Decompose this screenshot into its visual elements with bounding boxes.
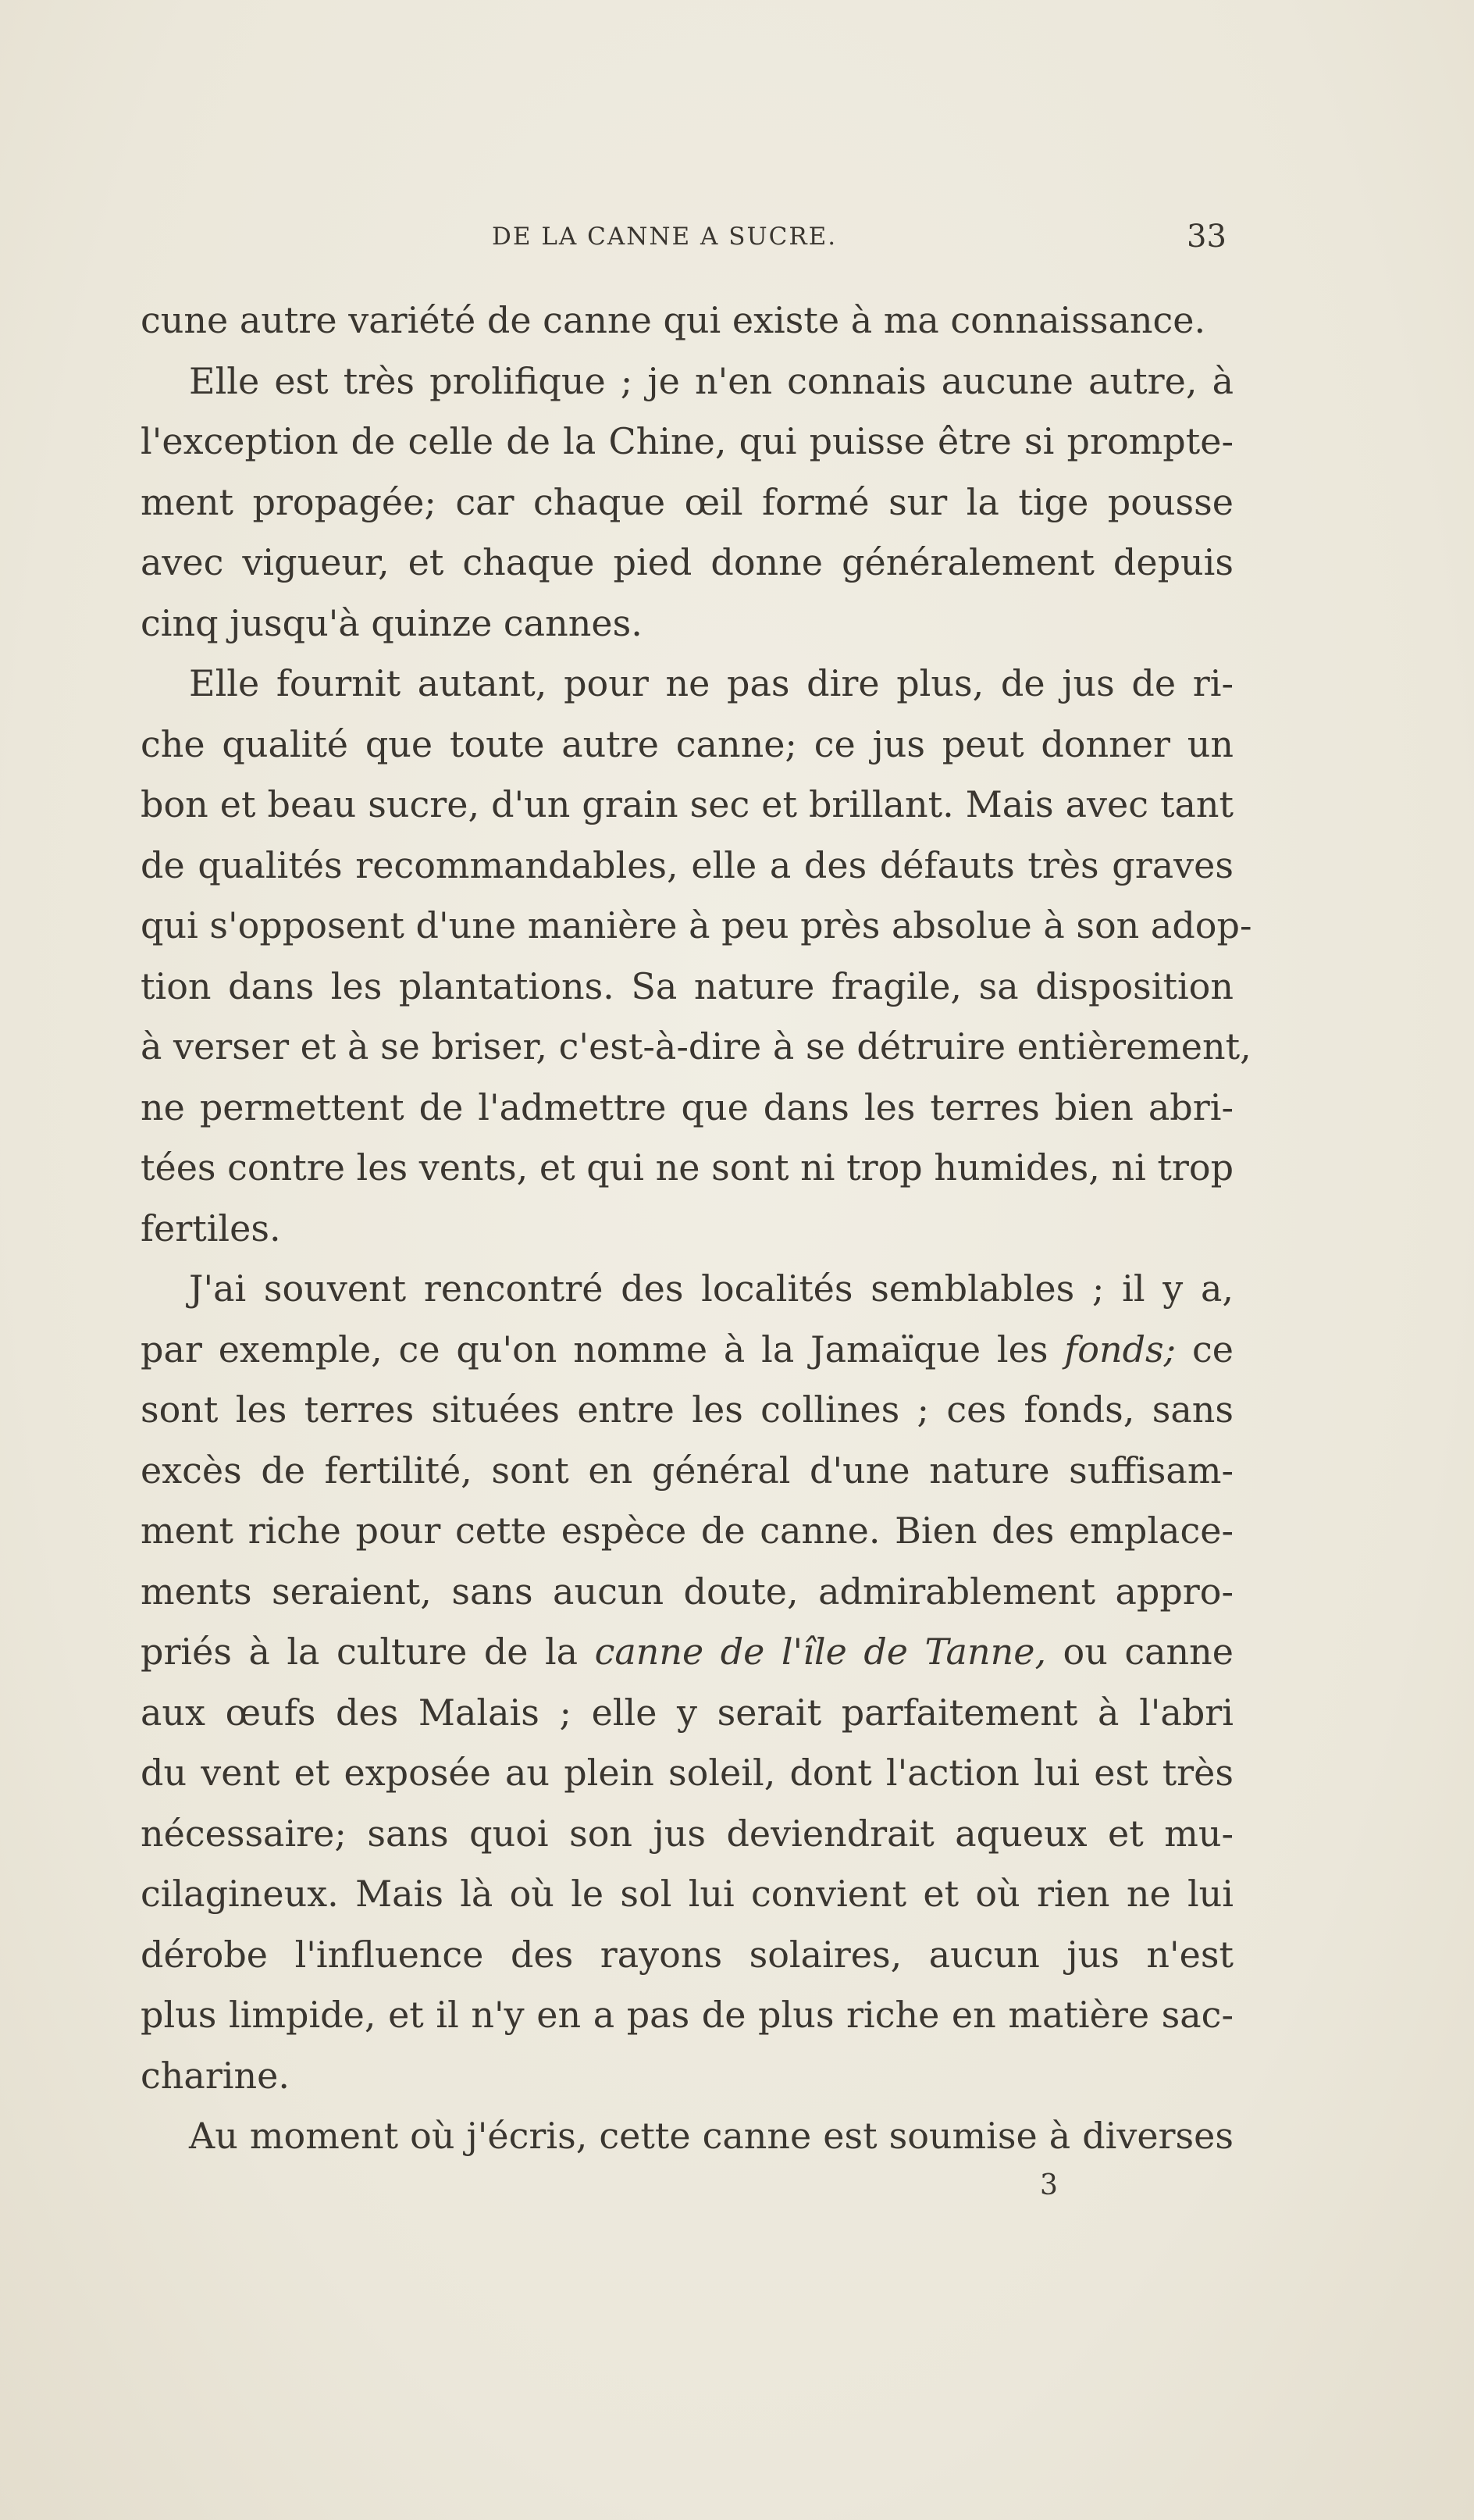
text-line: ments seraient, sans aucun doute, admirablement appro- [141, 1570, 1234, 1613]
paragraph [141, 290, 1234, 351]
text-line: aux œufs des Malais ; elle y serait parfaitement à l'abri [141, 1691, 1234, 1734]
text-line: de qualités recommandables, elle a des défauts très graves [141, 843, 1234, 886]
paragraph [141, 1259, 1234, 2106]
text-segment: par exemple, ce qu'on nomme à la Jamaïque les [141, 1328, 1065, 1370]
text-line: qui s'opposent d'une manière à peu près absolue à son adop- [141, 904, 1252, 946]
text-segment: priés à la culture de la [141, 1631, 595, 1673]
text-line: excès de fertilité, sont en général d'une nature suffisam- [141, 1449, 1234, 1492]
page-number: 33 [1187, 219, 1227, 255]
text-line: bon et beau sucre, d'un grain sec et brillant. Mais avec tant [141, 783, 1234, 825]
text-line: nécessaire; sans quoi son jus deviendrait aqueux et mu- [141, 1812, 1234, 1855]
text-line [141, 1320, 1234, 1381]
text-segment: ce [1176, 1328, 1234, 1370]
running-title: DE LA CANNE A SUCRE. [492, 223, 838, 251]
text-line [141, 1622, 1234, 1683]
text-line: du vent et exposée au plein soleil, dont l'action lui est très [141, 1752, 1234, 1794]
text-line: dérobe l'influence des rayons solaires, aucun jus n'est [141, 1933, 1234, 1976]
text-line: J'ai souvent rencontré des localités semblables ; il y a, [189, 1267, 1234, 1310]
italic-term: canne de l'île de Tanne, [594, 1631, 1047, 1673]
text-line: à verser et à se briser, c'est-à-dire à se détruire entièrement, [141, 1025, 1251, 1068]
text-line: cinq jusqu'à quinze cannes. [141, 601, 643, 644]
text-line: cilagineux. Mais là où le sol lui convient et où rien ne lui [141, 1873, 1234, 1915]
text-line: ment riche pour cette espèce de canne. Bien des emplace- [141, 1510, 1234, 1552]
text-line: plus limpide, et il n'y en a pas de plus riche en matière sac- [141, 1994, 1234, 2036]
body-text [141, 290, 1252, 2167]
text-line: ment propagée; car chaque œil formé sur la tige pousse [141, 480, 1234, 523]
text-line: l'exception de celle de la Chine, qui puisse être si prompte- [141, 420, 1234, 462]
text-line: Elle est très prolifique ; je n'en connais aucune autre, à [189, 359, 1234, 402]
text-line: charine. [141, 2054, 290, 2097]
text-line: sont les terres situées entre les collines ; ces fonds, sans [141, 1388, 1234, 1431]
text-line: tées contre les vents, et qui ne sont ni trop humides, ni trop [141, 1146, 1234, 1189]
text-line: Elle fournit autant, pour ne pas dire plus, de jus de ri- [189, 662, 1234, 704]
text-line: Au moment où j'écris, cette canne est soumise à diverses [189, 2115, 1234, 2157]
italic-term: fonds; [1064, 1328, 1177, 1370]
text-line: che qualité que toute autre canne; ce jus peut donner un [141, 722, 1234, 765]
paragraph [141, 351, 1234, 654]
text-line: avec vigueur, et chaque pied donne généralement depuis [141, 541, 1234, 583]
paragraph [141, 654, 1252, 1259]
text-line: tion dans les plantations. Sa nature fragile, sa disposition [141, 964, 1234, 1007]
text-line: cune autre variété de canne qui existe à ma connaissance. [141, 299, 1206, 341]
paragraph [141, 2106, 1234, 2167]
text-segment: ou canne [1046, 1631, 1234, 1673]
text-line: fertiles. [141, 1207, 281, 1249]
text-line: ne permettent de l'admettre que dans les terres bien abri- [141, 1085, 1234, 1128]
signature-mark: 3 [1040, 2169, 1058, 2201]
